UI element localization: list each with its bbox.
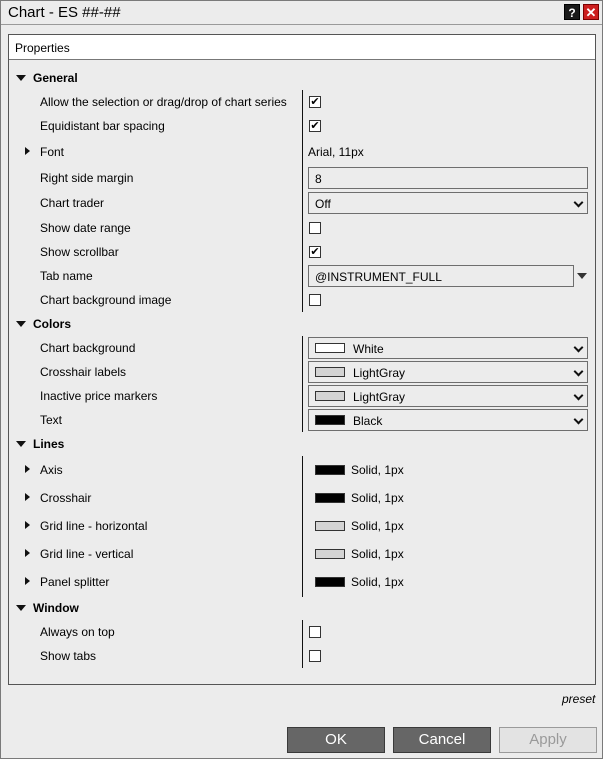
- prop-label: Panel splitter: [40, 575, 110, 589]
- prop-tab-name: [9, 264, 595, 288]
- prop-allow-selection: [9, 90, 595, 114]
- bg-image-checkbox[interactable]: [309, 294, 321, 306]
- color-swatch: [315, 391, 345, 401]
- expand-triangle-icon[interactable]: [25, 465, 30, 473]
- expand-triangle-icon[interactable]: [25, 147, 30, 155]
- crosshair-labels-select[interactable]: [308, 361, 588, 383]
- window-title: Chart - ES ##-##: [8, 4, 121, 21]
- apply-button[interactable]: Apply: [499, 727, 597, 753]
- tab-name-dropdown-icon[interactable]: [577, 273, 587, 279]
- line-swatch[interactable]: [315, 521, 345, 531]
- prop-show-tabs: [9, 644, 595, 668]
- axis-line-value[interactable]: Solid, 1px: [351, 463, 404, 477]
- prop-chart-trader: [9, 191, 595, 215]
- prop-label: Axis: [40, 463, 63, 477]
- panel-splitter-line-value[interactable]: Solid, 1px: [351, 575, 404, 589]
- prop-label: Grid line - horizontal: [40, 519, 148, 533]
- section-lines[interactable]: [9, 432, 595, 456]
- prop-equidistant: [9, 114, 595, 138]
- prop-axis: [9, 458, 595, 482]
- preset-link[interactable]: preset: [562, 692, 596, 706]
- prop-bg-image: [9, 288, 595, 312]
- chart-trader-select[interactable]: [308, 192, 588, 214]
- prop-label: Show scrollbar: [40, 245, 119, 259]
- prop-show-scrollbar: [9, 240, 595, 264]
- inactive-markers-value: LightGray: [353, 390, 406, 404]
- prop-label: Right side margin: [40, 171, 134, 185]
- show-tabs-checkbox[interactable]: [309, 650, 321, 662]
- grid-h-line-value[interactable]: Solid, 1px: [351, 519, 404, 533]
- prop-label: Crosshair labels: [40, 365, 127, 379]
- prop-show-date-range: [9, 216, 595, 240]
- section-label-general: General: [33, 71, 78, 85]
- properties-title: Properties: [15, 41, 70, 55]
- tab-name-input[interactable]: [308, 265, 574, 287]
- always-on-top-checkbox[interactable]: [309, 626, 321, 638]
- prop-crosshair: [9, 486, 595, 510]
- line-swatch[interactable]: [315, 549, 345, 559]
- prop-font: [9, 140, 595, 164]
- text-color-select[interactable]: [308, 409, 588, 431]
- color-swatch: [315, 367, 345, 377]
- right-margin-input[interactable]: [308, 167, 588, 189]
- properties-header: [9, 35, 595, 60]
- color-swatch: [315, 415, 345, 425]
- prop-right-margin: [9, 166, 595, 190]
- expand-triangle-icon[interactable]: [25, 549, 30, 557]
- chevron-down-icon: [574, 343, 584, 353]
- properties-panel: [8, 34, 596, 685]
- crosshair-line-value[interactable]: Solid, 1px: [351, 491, 404, 505]
- prop-grid-vertical: [9, 542, 595, 566]
- font-value[interactable]: Arial, 11px: [308, 145, 364, 159]
- chart-background-value: White: [353, 342, 384, 356]
- line-swatch[interactable]: [315, 465, 345, 475]
- prop-label: Show tabs: [40, 649, 97, 663]
- collapse-triangle-icon[interactable]: [16, 441, 26, 447]
- prop-label: Equidistant bar spacing: [40, 119, 165, 133]
- line-swatch[interactable]: [315, 577, 345, 587]
- chart-trader-value: Off: [315, 197, 331, 211]
- chart-background-select[interactable]: [308, 337, 588, 359]
- expand-triangle-icon[interactable]: [25, 493, 30, 501]
- ok-button[interactable]: OK: [287, 727, 385, 753]
- close-button[interactable]: ✕: [583, 4, 599, 20]
- prop-inactive-markers: [9, 384, 595, 408]
- prop-text-color: [9, 408, 595, 432]
- prop-always-on-top: [9, 620, 595, 644]
- chevron-down-icon: [574, 391, 584, 401]
- prop-label: Grid line - vertical: [40, 547, 134, 561]
- inactive-markers-select[interactable]: [308, 385, 588, 407]
- prop-label: Text: [40, 413, 63, 427]
- tab-name-value: @INSTRUMENT_FULL: [315, 270, 442, 284]
- show-scrollbar-checkbox[interactable]: ✔: [310, 246, 320, 258]
- collapse-triangle-icon[interactable]: [16, 605, 26, 611]
- section-colors[interactable]: [9, 312, 595, 336]
- cancel-button[interactable]: Cancel: [393, 727, 491, 753]
- prop-label: Chart trader: [40, 196, 105, 210]
- color-swatch: [315, 343, 345, 353]
- text-color-value: Black: [353, 414, 383, 428]
- section-general[interactable]: [9, 66, 595, 90]
- grid-v-line-value[interactable]: Solid, 1px: [351, 547, 404, 561]
- section-label-window: Window: [33, 601, 79, 615]
- show-date-range-checkbox[interactable]: [309, 222, 321, 234]
- prop-label: Font: [40, 145, 65, 159]
- collapse-triangle-icon[interactable]: [16, 75, 26, 81]
- prop-panel-splitter: [9, 570, 595, 594]
- crosshair-labels-value: LightGray: [353, 366, 406, 380]
- prop-label: Crosshair: [40, 491, 92, 505]
- title-bar: [1, 1, 602, 25]
- chevron-down-icon: [574, 415, 584, 425]
- allow-selection-checkbox[interactable]: ✔: [310, 96, 320, 108]
- prop-label: Show date range: [40, 221, 131, 235]
- prop-label: Tab name: [40, 269, 93, 283]
- chevron-down-icon: [574, 198, 584, 208]
- prop-label: Always on top: [40, 625, 115, 639]
- prop-grid-horizontal: [9, 514, 595, 538]
- expand-triangle-icon[interactable]: [25, 521, 30, 529]
- section-label-colors: Colors: [33, 317, 72, 331]
- chevron-down-icon: [574, 367, 584, 377]
- prop-crosshair-labels: [9, 360, 595, 384]
- prop-label: Inactive price markers: [40, 389, 158, 403]
- expand-triangle-icon[interactable]: [25, 577, 30, 585]
- prop-label: Chart background: [40, 341, 136, 355]
- help-button[interactable]: ?: [564, 4, 580, 20]
- prop-label: Allow the selection or drag/drop of chart series: [40, 95, 287, 109]
- prop-chart-background: [9, 336, 595, 360]
- line-swatch[interactable]: [315, 493, 345, 503]
- section-label-lines: Lines: [33, 437, 65, 451]
- section-window[interactable]: [9, 596, 595, 620]
- prop-label: Chart background image: [40, 293, 172, 307]
- collapse-triangle-icon[interactable]: [16, 321, 26, 327]
- right-margin-value: 8: [315, 172, 322, 186]
- equidistant-checkbox[interactable]: ✔: [310, 120, 320, 132]
